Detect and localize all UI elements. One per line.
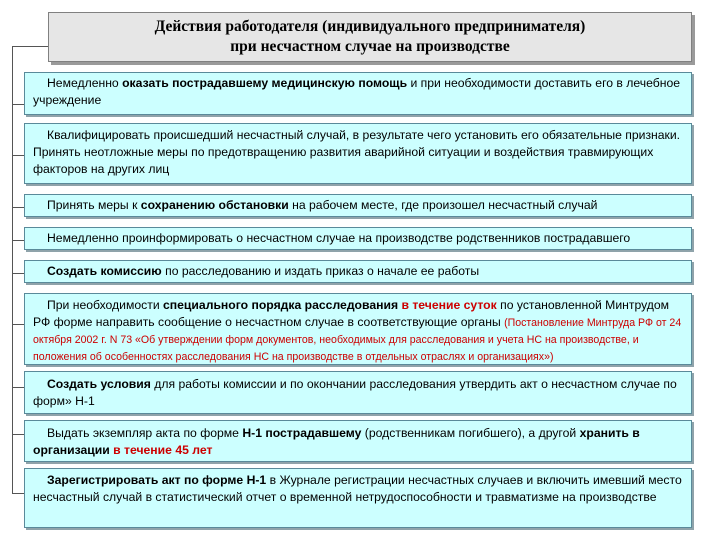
arrow-step-9 — [12, 493, 24, 494]
step-box-issue-act-copy — [24, 420, 692, 462]
diagram-title — [48, 12, 692, 62]
step-5-text: Создать комиссию по расследованию и издать приказ о начале ее работы — [47, 264, 480, 278]
step-box-inform-relatives — [24, 227, 692, 250]
step-box-register-act — [24, 468, 692, 528]
title-line-2: при несчастном случае на производстве — [230, 38, 510, 55]
arrow-step-4 — [12, 240, 24, 241]
step-8-text: Выдать экземпляр акта по форме Н-1 пострадавшему (родственникам погибшего), а другой хранить в организации в течение 45 лет — [33, 426, 640, 457]
step-box-create-commission — [24, 260, 692, 283]
arrow-step-2 — [12, 155, 24, 156]
title-line-1: Действия работодателя (индивидуального предпринимателя) — [154, 18, 586, 35]
arrow-step-8 — [12, 434, 24, 435]
arrow-step-1 — [12, 104, 24, 105]
step-box-special-investigation — [24, 293, 692, 365]
arrow-step-5 — [12, 273, 24, 274]
arrow-step-3 — [12, 207, 24, 208]
step-3-text: Принять меры к сохранению обстановки на рабочем месте, где произошел несчастный случай — [47, 198, 598, 212]
step-6-text: При необходимости специального порядка расследования в течение суток по установленной Минтрудом РФ форме направить сообщение о несчастном случае в соответствующие органы (Постановление Минтруда РФ от 24 октября 2002 г. N 73 «Об утверждении форм документов, необходимых для расследования и учета НС на производстве, и положения об особенностях расследования НС на производстве в отдельных отраслях и организациях») — [33, 298, 682, 363]
arrow-step-6 — [12, 324, 24, 325]
flow-trunk-line — [12, 46, 13, 493]
step-box-approve-act — [24, 371, 692, 414]
step-1-text: Немедленно оказать пострадавшему медицинскую помощь и при необходимости доставить его в лечебное учреждение — [33, 76, 681, 107]
step-9-text: Зарегистрировать акт по форме Н-1 в Журнале регистрации несчастных случаев и включить имевший место несчастный случай в статистический отчет о временной нетрудоспособности и травматизме на производстве — [33, 473, 682, 504]
step-4-text: Немедленно проинформировать о несчастном случае на производстве родственников пострадавшего — [47, 231, 631, 245]
step-box-qualify-accident — [24, 123, 692, 184]
step-box-preserve-scene — [24, 194, 692, 217]
title-connector-line — [12, 46, 48, 47]
step-2-text: Квалифицировать происшедший несчастный случай, в результате чего установить его обязательные признаки. Принять неотложные меры по предотвращению развития аварийной ситуации и воздействия травмирующих факторов на других лиц — [33, 128, 681, 176]
step-7-text: Создать условия для работы комиссии и по окончании расследования утвердить акт о несчастном случае по форм» Н-1 — [33, 377, 677, 408]
step-box-medical-aid — [24, 72, 692, 115]
regulation-note: (Постановление Минтруда РФ от 24 октября 2002 г. N 73 «Об утверждении форм документов, необходимых для расследования и учета НС на производстве, и положения об особенностях расследования НС на производстве в отдельных отраслях и организациях») — [33, 317, 682, 363]
arrow-step-7 — [12, 387, 24, 388]
